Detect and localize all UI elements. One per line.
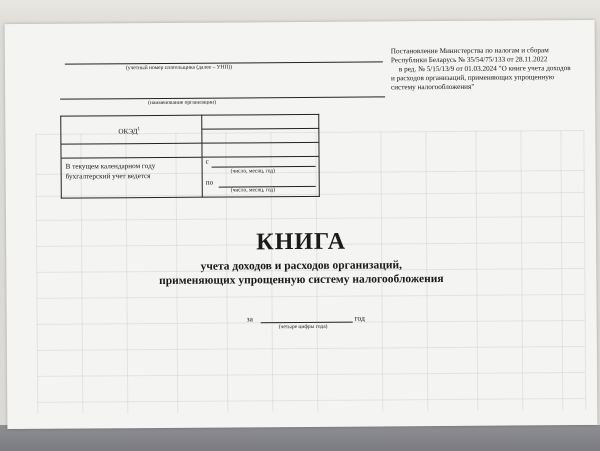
okved-label: ОКЭД$^1$	[118, 127, 140, 136]
regulation-reference	[391, 46, 591, 92]
year-prefix: за	[246, 314, 253, 324]
book-title: КНИГА	[256, 228, 347, 256]
regulation-line-2: Республики Беларусь № 35/54/75/133 от 28.11.2022	[390, 55, 548, 65]
book-subtitle-line-1: учета доходов и расходов организаций,	[200, 259, 402, 273]
book-title-page	[5, 20, 598, 429]
okved-value-cell-1	[202, 114, 319, 129]
okved-value-cell-3	[202, 142, 319, 157]
accounting-label-line-2: бухгалтерский учет ведется	[65, 172, 151, 181]
regulation-line-4: и расходов организаций, применяющих упрощенную	[390, 73, 555, 83]
desk-background-bottom	[0, 425, 600, 451]
from-prefix: с	[205, 157, 209, 166]
regulation-line-1: Постановление Министерства по налогам и сборам	[390, 46, 549, 56]
regulation-line-3: в ред. № 5/15/13/9 от 01.03.2024 "О книге учета доходов	[398, 64, 571, 74]
book-subtitle-line-2: применяющих упрощенную систему налогообложения	[159, 273, 444, 287]
unp-caption: (учетный номер плательщика (далее – УНП))	[125, 64, 233, 72]
okved-spacer-cell	[61, 143, 202, 158]
to-date-caption: (число, месяц, год)	[230, 187, 276, 194]
org-caption: (наименование организации)	[148, 99, 216, 107]
accounting-label	[66, 161, 156, 182]
accounting-label-line-1: В текущем календарном году	[65, 162, 156, 171]
from-date-caption: (число, месяц, год)	[230, 168, 275, 175]
regulation-line-5: систему налогообложения"	[391, 82, 475, 92]
year-suffix: год	[354, 313, 365, 323]
year-caption: (четыре цифры года)	[278, 323, 328, 331]
to-prefix: по	[205, 178, 214, 187]
okved-value-cell-2	[202, 128, 319, 143]
